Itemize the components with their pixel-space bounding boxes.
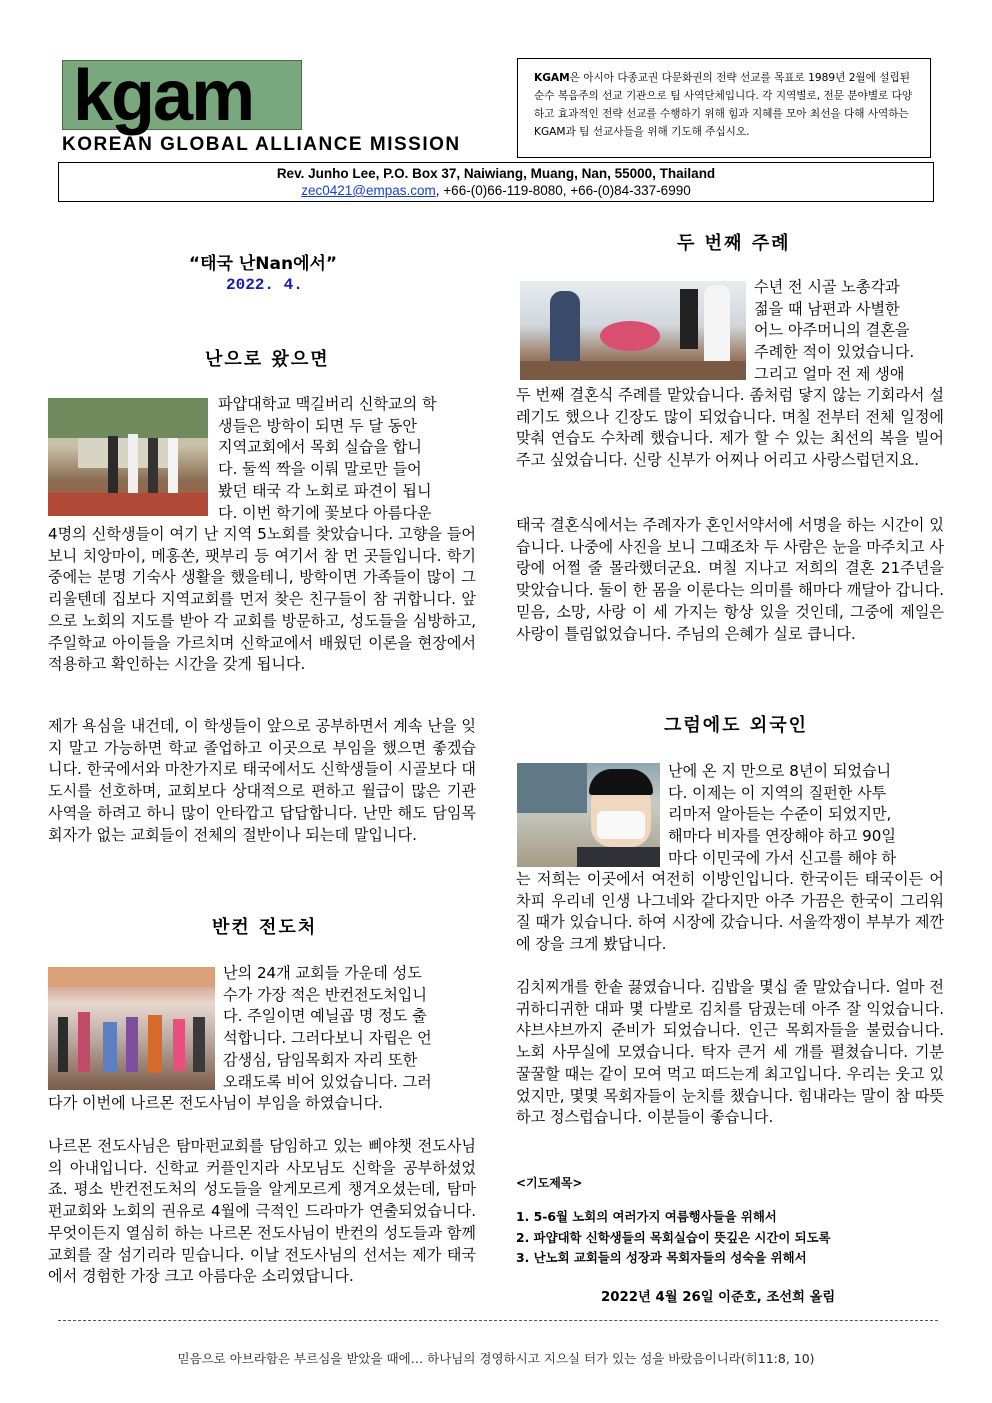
s2-line: 감생심, 담임목회자 자리 또한 <box>223 1050 418 1069</box>
s3-line: 어느 아주머니의 결혼을 <box>754 321 910 340</box>
photo-author <box>517 763 660 867</box>
s2-line: 오래도록 비어 있었습니다. 그러 <box>223 1072 432 1091</box>
s4-line: 리마저 알아듣는 수준이 되었지만, <box>668 805 892 824</box>
s2-line: 난의 24개 교회들 가운데 성도 <box>223 964 422 982</box>
photo-students <box>48 398 208 516</box>
s1-wrap <box>218 394 476 524</box>
prayer-item: 1. 5-6월 노회의 여러가지 여름행사들을 위해서 <box>516 1209 777 1224</box>
s1-line: 생들은 방학이 되면 두 달 동안 <box>218 416 417 435</box>
prayer-list <box>516 1207 946 1269</box>
section-heading-3: 두 번째 주례 <box>677 233 791 254</box>
intro-box <box>517 58 931 158</box>
kgam-logo <box>62 56 302 136</box>
photo-wedding <box>520 281 746 380</box>
org-name: KOREAN GLOBAL ALLIANCE MISSION <box>62 134 461 155</box>
s3-para2: 태국 결혼식에서는 주례자가 혼인서약서에 서명을 하는 시간이 있습니다. 나중에 사진을 보니 그때조차 두 사람은 눈을 마주치고 사랑에 어쩔 줄 몰라했더군요. 며칠 지나고 저희의 결혼 21주년을 맞았습니다. 둘이 한 몸을 이룬다는 의미를 해마다 깨달아 갑니다. 믿음, 소망, 사랑 이 세 가지는 항상 있을 것인데, 그중에 제일은 사랑이 틀림없었습니다. 주님의 은혜가 실로 큽니다. <box>516 516 944 643</box>
s2-line: 수가 가장 적은 반컨전도처입니 <box>223 985 427 1004</box>
s3-wrap <box>754 277 944 386</box>
page-title: “태국 난Nan에서” <box>188 254 338 274</box>
s2-para2: 나르몬 전도사님은 탐마펀교회를 담임하고 있는 삐야챗 전도사님의 아내입니다. 신학교 커플인지라 사모님도 신학을 공부하셨었죠. 평소 반컨전도처의 성도들을 알게모르게 챙겨오셨는데, 탐마펀교회와 노회의 권유로 4월에 극적인 드라마가 연출되었습니다. 무엇이든지 열심히 하는 나르몬 전도사님이 반컨의 성도들과 함께 교회를 잘 섬기리라 믿습니다. 이날 전도사님의 선서는 제가 태국에서 경험한 가장 크고 아름다운 소리였답니다. <box>48 1137 476 1286</box>
date: 2022. 4. <box>226 276 303 294</box>
footer-divider <box>58 1320 938 1321</box>
section-heading-2: 반컨 전도처 <box>212 917 318 938</box>
s1-line: 다. 이번 학기에 꽃보다 아름다운 <box>218 503 432 522</box>
prayer-heading: <기도제목> <box>516 1176 583 1190</box>
s2-wrap <box>223 963 476 1093</box>
s4-para1-rest: 는 저희는 이곳에서 여전히 이방인입니다. 한국이든 태국이든 어차피 우리네 인생 나그네와 같다지만 아주 가끔은 한국이 그리워질 때가 있습니다. 하여 시장에 갔습니다. 서울깍쟁이 부부가 제깐에 장을 크게 봤답니다. <box>516 870 944 954</box>
s4-line: 난에 온 지 만으로 8년이 되었습니 <box>668 762 892 780</box>
s4-line: 다. 이제는 이 지역의 질펀한 사투 <box>668 783 887 802</box>
s1-line: 봤던 태국 각 노회로 파견이 됩니 <box>218 481 432 500</box>
s4-line: 해마다 비자를 연장해야 하고 90일 <box>668 827 896 846</box>
s3-line: 그리고 얼마 전 제 생애 <box>754 364 905 383</box>
prayer-item: 2. 파얍대학 신학생들의 목회실습이 뜻깊은 시간이 되도록 <box>516 1229 831 1245</box>
logo-text: kgam <box>73 56 254 136</box>
s3-line: 젊을 때 남편과 사별한 <box>754 299 900 318</box>
s2-para1-rest: 다가 이번에 나르몬 전도사님이 부임을 하였습니다. <box>48 1094 383 1112</box>
prayer-item: 3. 난노회 교회들의 성장과 목회자들의 성숙을 위해서 <box>516 1250 807 1265</box>
s1-line: 파얍대학교 맥길버리 신학교의 학 <box>218 395 437 413</box>
s1-para1-rest: 4명의 신학생들이 여기 난 지역 5노회를 찾았습니다. 고향을 들어보니 치앙마이, 메홍쏜, 팻부리 등 여기서 참 먼 곳들입니다. 학기 중에는 분명 기숙사 생활을 했을테니, 방학이면 가족들이 많이 그리울텐데 집보다 지역교회를 먼저 찾은 친구들이 참 귀합니다. 앞으로 노회의 지도를 받아 각 교회를 방문하고, 성도들을 심방하고, 주일학교 아이들을 가르치며 신학교에서 배웠던 이론을 현장에서 적용하고 확인하는 시간을 갖게 됩니다. <box>48 525 476 674</box>
s1-line: 지역교회에서 목회 실습을 합니 <box>218 438 422 457</box>
s1-para2: 제가 욕심을 내건데, 이 학생들이 앞으로 공부하면서 계속 난을 잊지 말고 가능하면 학교 졸업하고 이곳으로 부임을 했으면 좋겠습니다. 한국에서와 마찬가지로 태국에서도 신학생들이 시골보다 대도시를 선호하며, 교회보다 상대적으로 편하고 월급이 많은 기관사역을 하려고 하니 많이 안타깝고 답답합니다. 난만 해도 담임목회자가 없는 교회들이 전체의 절반이나 되는데 말입니다. <box>48 717 476 844</box>
phones: , +66-(0)66-119-8080, +66-(0)84-337-6990 <box>435 183 691 198</box>
section-heading-4: 그럼에도 외국인 <box>664 715 808 736</box>
intro-kgam: KGAM <box>534 72 570 84</box>
s4-para2: 김치찌개를 한솥 끓였습니다. 김밥을 몇십 줄 말았습니다. 얼마 전 귀하디귀한 대파 몇 다발로 김치를 담궜는데 아주 잘 익었습니다. 샤브샤브까지 준비가 되었습니다. 인근 목회자들을 불렀습니다. 노회 사무실에 모였습니다. 탁자 큰거 세 개를 펼쳤습니다. 기분 꿀꿀할 때는 같이 모여 먹고 떠드는게 최고입니다. 우리는 웃고 있었지만, 몇몇 목회자들이 눈치를 챘습니다. 힘내라는 말이 참 따뜻하고 정스럽습니다. 이분들이 좋습니다. <box>516 978 944 1127</box>
intro-text: 은 아시아 다종교권 다문화권의 전략 선교를 목표로 1989년 2월에 설립된 순수 복음주의 선교 기관으로 팀 사역단체입니다. 각 지역별로, 전문 분야별로 다양하고 효과적인 전략 선교를 수행하기 위해 힘과 지혜를 모아 최선을 다해 사역하는 KGAM과 팀 선교사들을 위해 기도해 주십시오. <box>534 72 913 138</box>
s3-line: 주례한 적이 있었습니다. <box>754 343 915 362</box>
s2-line: 석합니다. 그러다보니 자립은 언 <box>223 1029 432 1048</box>
s4-line: 마다 이민국에 가서 신고를 해야 하 <box>668 848 897 867</box>
address: Rev. Junho Lee, P.O. Box 37, Naiwiang, Muang, Nan, 55000, Thailand <box>276 166 716 181</box>
s1-line: 다. 둘씩 짝을 이뤄 말로만 들어 <box>218 460 422 479</box>
section-heading-1: 난으로 왔으면 <box>205 349 330 370</box>
s3-para1-rest: 두 번째 결혼식 주례를 맡았습니다. 좀처럼 닿지 않는 기회라서 설레기도 했으나 긴장도 많이 되었습니다. 며칠 전부터 전체 일정에 맞춰 연습도 수차례 했습니다. 제가 할 수 있는 최선의 복을 빌어주고 싶었습니다. 신랑 신부가 어찌나 어리고 사랑스럽던지요. <box>516 386 944 470</box>
signature: 2022년 4월 26일 이준호, 조선희 올림 <box>601 1290 836 1305</box>
email-link[interactable]: zec0421@empas.com <box>301 183 436 198</box>
s4-wrap <box>668 761 944 870</box>
s2-line: 다. 주일이면 예닐곱 명 정도 출 <box>223 1007 427 1026</box>
photo-church <box>48 967 215 1090</box>
s3-line: 수년 전 시골 노총각과 <box>754 278 900 296</box>
footer-verse: 믿음으로 아브라함은 부르심을 받았을 때에… 하나님의 경영하시고 지으실 터가 있는 성을 바랐음이니라(히11:8, 10) <box>177 1351 815 1366</box>
contact-box <box>58 162 934 202</box>
